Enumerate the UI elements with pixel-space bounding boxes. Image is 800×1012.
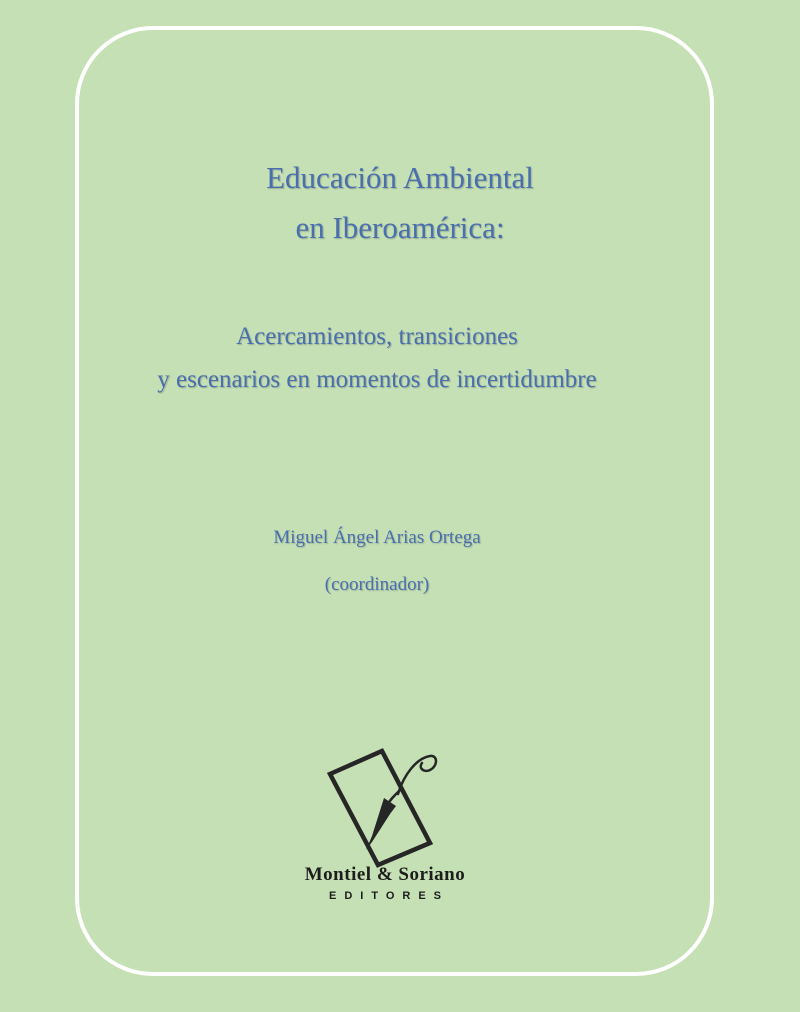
framed-quill-pen-icon bbox=[322, 744, 452, 869]
book-title-line-2: en Iberoamérica: bbox=[295, 210, 505, 245]
publisher-tagline: EDITORES bbox=[328, 890, 450, 902]
book-subtitle-line-2: y escenarios en momentos de incertidumbre bbox=[157, 366, 597, 393]
book-subtitle-line-1: Acercamientos, transiciones bbox=[236, 323, 518, 350]
book-title-line-1: Educación Ambiental bbox=[266, 160, 534, 195]
author-role: (coordinador) bbox=[324, 574, 430, 595]
publisher-name: Montiel & Soriano bbox=[304, 864, 466, 885]
author-name: Miguel Ángel Arias Ortega bbox=[273, 527, 481, 548]
